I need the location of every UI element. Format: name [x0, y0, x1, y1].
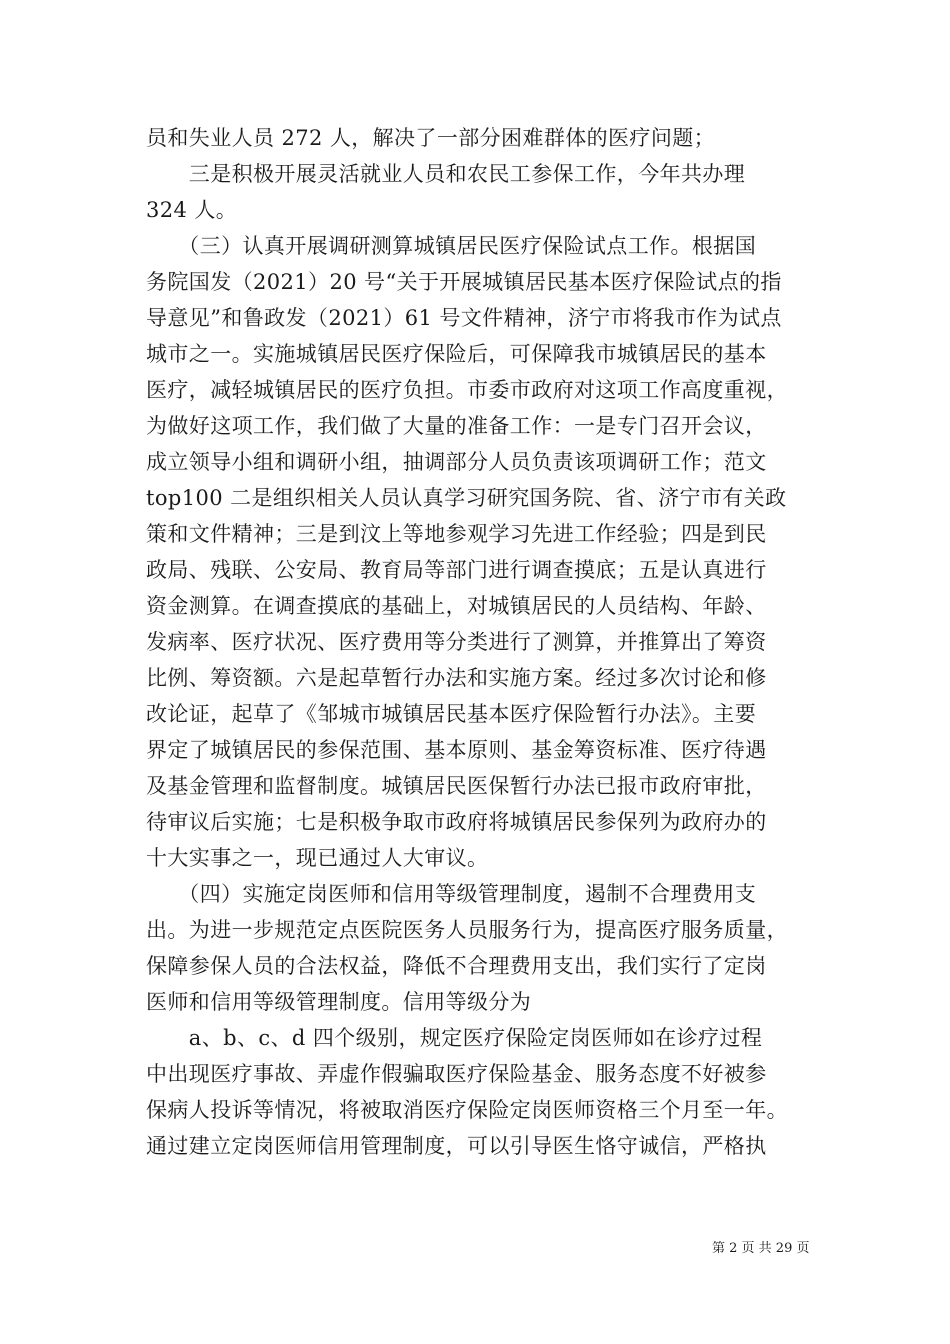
text-line: a、b、c、d 四个级别，规定医疗保险定岗医师如在诊疗过程 — [146, 1026, 763, 1050]
text-line: 医疗，减轻城镇居民的医疗负担。市委市政府对这项工作高度重视， — [146, 378, 788, 402]
text-line: 保病人投诉等情况，将被取消医疗保险定岗医师资格三个月至一年。 — [146, 1098, 788, 1122]
text-line: 中出现医疗事故、弄虚作假骗取医疗保险基金、服务态度不好被参 — [146, 1062, 767, 1086]
text-line: 导意见”和鲁政发（2021）61 号文件精神，济宁市将我市作为试点 — [146, 306, 782, 330]
text-line: 三是积极开展灵活就业人员和农民工参保工作，今年共办理 — [146, 162, 746, 186]
text-line: 政局、残联、公安局、教育局等部门进行调查摸底；五是认真进行 — [146, 558, 767, 582]
text-line: 改论证，起草了《邹城市城镇居民基本医疗保险暂行办法》。主要 — [146, 702, 757, 726]
text-line: 员和失业人员 272 人，解决了一部分困难群体的医疗问题； — [146, 126, 716, 150]
text-line: top100 二是组织相关人员认真学习研究国务院、省、济宁市有关政 — [146, 486, 787, 510]
text-line: （三）认真开展调研测算城镇居民医疗保险试点工作。根据国 — [146, 234, 757, 258]
page-number-footer: 第 2 页 共 29 页 — [712, 1241, 810, 1256]
text-line: 医师和信用等级管理制度。信用等级分为 — [146, 990, 532, 1014]
text-line: 324 人。 — [146, 198, 238, 222]
text-line: 城市之一。实施城镇居民医疗保险后，可保障我市城镇居民的基本 — [146, 342, 767, 366]
text-line: 及基金管理和监督制度。城镇居民医保暂行办法已报市政府审批， — [146, 774, 767, 798]
text-line: 出。为进一步规范定点医院医务人员服务行为，提高医疗服务质量， — [146, 918, 788, 942]
text-line: （四）实施定岗医师和信用等级管理制度，遏制不合理费用支 — [146, 882, 757, 906]
text-line: 界定了城镇居民的参保范围、基本原则、基金筹资标准、医疗待遇 — [146, 738, 767, 762]
text-line: 发病率、医疗状况、医疗费用等分类进行了测算，并推算出了筹资 — [146, 630, 767, 654]
text-line: 资金测算。在调查摸底的基础上，对城镇居民的人员结构、年龄、 — [146, 594, 767, 618]
text-line: 为做好这项工作，我们做了大量的准备工作：一是专门召开会议， — [146, 414, 767, 438]
text-line: 策和文件精神；三是到汶上等地参观学习先进工作经验；四是到民 — [146, 522, 767, 546]
text-line: 保障参保人员的合法权益，降低不合理费用支出，我们实行了定岗 — [146, 954, 767, 978]
text-line: 成立领导小组和调研小组，抽调部分人员负责该项调研工作；范文 — [146, 450, 767, 474]
text-line: 比例、筹资额。六是起草暂行办法和实施方案。经过多次讨论和修 — [146, 666, 767, 690]
text-line: 十大实事之一，现已通过人大审议。 — [146, 846, 489, 870]
text-line: 待审议后实施；七是积极争取市政府将城镇居民参保列为政府办的 — [146, 810, 767, 834]
text-line: 务院国发（2021）20 号“关于开展城镇居民基本医疗保险试点的指 — [146, 270, 782, 294]
text-line: 通过建立定岗医师信用管理制度，可以引导医生恪守诚信，严格执 — [146, 1134, 767, 1158]
